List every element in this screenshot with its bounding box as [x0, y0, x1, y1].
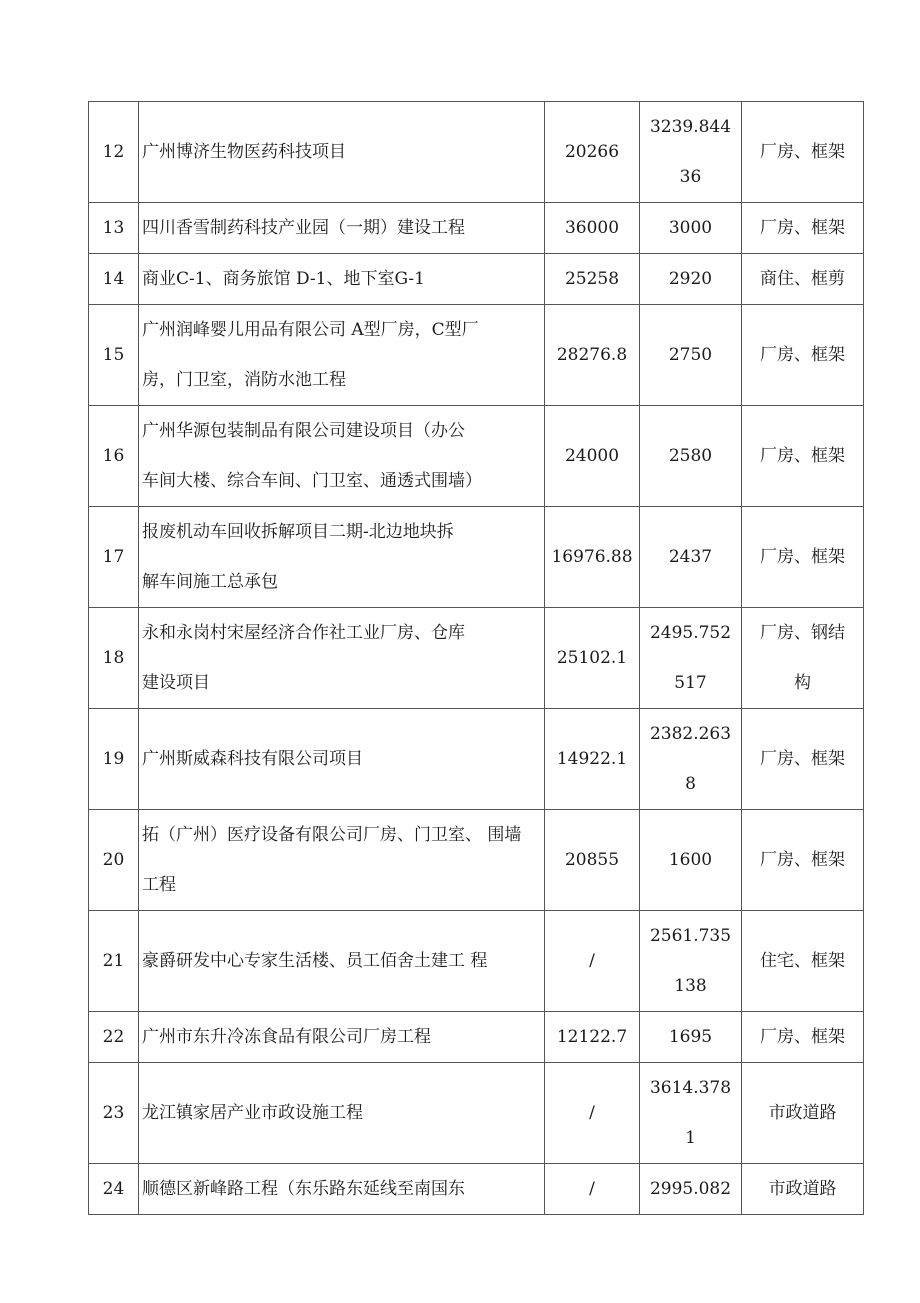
row-number: 16 — [89, 406, 139, 507]
value-cell — [640, 102, 742, 203]
value-line: 2580 — [668, 446, 713, 466]
area-cell: / — [545, 1164, 640, 1215]
row-number: 21 — [89, 911, 139, 1012]
structure-type-line: 构 — [794, 673, 811, 693]
structure-type-cell — [742, 911, 864, 1012]
value-line: 2750 — [668, 345, 713, 365]
project-name-line: 工程 — [142, 875, 176, 895]
structure-type-cell — [742, 203, 864, 254]
value-line: 2495.752 — [649, 623, 732, 643]
value-cell — [640, 709, 742, 810]
value-line: 8 — [685, 774, 696, 794]
table-row — [89, 102, 864, 203]
value-cell — [640, 406, 742, 507]
table-row — [89, 507, 864, 608]
project-name-line: 广州润峰婴儿用品有限公司 A型厂房，C型厂 — [142, 320, 479, 340]
structure-type-cell — [742, 1063, 864, 1164]
project-name-cell — [139, 1063, 545, 1164]
value-line: 1 — [685, 1128, 696, 1148]
table-row — [89, 305, 864, 406]
table-row — [89, 406, 864, 507]
structure-type-line: 厂房、钢结 — [760, 623, 845, 643]
project-name-cell — [139, 507, 545, 608]
area-cell: 24000 — [545, 406, 640, 507]
table-row — [89, 203, 864, 254]
structure-type-line: 厂房、框架 — [760, 218, 845, 238]
structure-type-line: 市政道路 — [768, 1179, 837, 1199]
table-row — [89, 810, 864, 911]
project-name-line: 顺德区新峰路工程（东乐路东延线至南国东 — [142, 1179, 465, 1199]
project-name-line: 永和永岗村宋屋经济合作社工业厂房、仓库 — [142, 623, 465, 643]
structure-type-line: 厂房、框架 — [760, 547, 845, 567]
value-line: 2995.082 — [649, 1179, 732, 1199]
project-name-line: 车间大楼、综合车间、门卫室、通透式围墙） — [142, 471, 482, 491]
project-name-cell — [139, 102, 545, 203]
value-cell — [640, 254, 742, 305]
value-line: 3000 — [668, 218, 713, 238]
project-name-line: 广州博济生物医药科技项目 — [142, 142, 346, 162]
row-number: 24 — [89, 1164, 139, 1215]
area-cell: 16976.88 — [545, 507, 640, 608]
structure-type-line: 商住、框剪 — [760, 269, 845, 289]
project-name-line: 四川香雪制药科技产业园（一期）建设工程 — [142, 218, 465, 238]
project-name-cell — [139, 203, 545, 254]
area-cell: / — [545, 1063, 640, 1164]
row-number: 17 — [89, 507, 139, 608]
project-name-line: 龙江镇家居产业市政设施工程 — [142, 1103, 363, 1123]
projects-table — [88, 101, 864, 1215]
value-cell — [640, 507, 742, 608]
row-number: 15 — [89, 305, 139, 406]
value-line: 517 — [674, 673, 707, 693]
row-number: 12 — [89, 102, 139, 203]
project-name-line: 商业C-1、商务旅馆 D-1、地下室G-1 — [142, 269, 425, 289]
table-row — [89, 254, 864, 305]
value-line: 1600 — [668, 850, 713, 870]
structure-type-cell — [742, 254, 864, 305]
structure-type-cell — [742, 406, 864, 507]
project-name-cell — [139, 305, 545, 406]
value-cell — [640, 203, 742, 254]
project-name-line: 广州市东升冷冻食品有限公司厂房工程 — [142, 1027, 431, 1047]
structure-type-line: 厂房、框架 — [760, 446, 845, 466]
value-cell — [640, 305, 742, 406]
value-cell — [640, 1012, 742, 1063]
project-name-cell — [139, 911, 545, 1012]
table-row — [89, 1063, 864, 1164]
value-cell — [640, 1063, 742, 1164]
value-line: 3239.844 — [649, 117, 732, 137]
area-cell: 20266 — [545, 102, 640, 203]
structure-type-cell — [742, 1012, 864, 1063]
table-row — [89, 911, 864, 1012]
table-row — [89, 709, 864, 810]
structure-type-line: 厂房、框架 — [760, 345, 845, 365]
value-cell — [640, 810, 742, 911]
row-number: 14 — [89, 254, 139, 305]
area-cell: / — [545, 911, 640, 1012]
structure-type-line: 厂房、框架 — [760, 749, 845, 769]
structure-type-line: 住宅、框架 — [760, 951, 845, 971]
project-name-line: 拓（广州）医疗设备有限公司厂房、门卫室、 围墙 — [142, 825, 522, 845]
value-line: 138 — [674, 976, 707, 996]
row-number: 22 — [89, 1012, 139, 1063]
value-cell — [640, 911, 742, 1012]
structure-type-cell — [742, 810, 864, 911]
area-cell: 20855 — [545, 810, 640, 911]
row-number: 13 — [89, 203, 139, 254]
project-name-cell — [139, 406, 545, 507]
project-name-line: 广州华源包装制品有限公司建设项目（办公 — [142, 421, 465, 441]
value-line: 36 — [679, 167, 702, 187]
area-cell: 28276.8 — [545, 305, 640, 406]
value-line: 2920 — [668, 269, 713, 289]
structure-type-cell — [742, 709, 864, 810]
project-name-cell — [139, 1164, 545, 1215]
project-name-line: 房，门卫室，消防水池工程 — [142, 370, 346, 390]
structure-type-line: 厂房、框架 — [760, 1027, 845, 1047]
value-line: 2561.735 — [649, 926, 732, 946]
area-cell: 14922.1 — [545, 709, 640, 810]
project-name-line: 报废机动车回收拆解项目二期-北边地块拆 — [142, 522, 454, 542]
projects-table-body — [89, 102, 864, 1215]
project-name-line: 广州斯威森科技有限公司项目 — [142, 749, 363, 769]
project-name-cell — [139, 608, 545, 709]
structure-type-cell — [742, 608, 864, 709]
project-name-cell — [139, 810, 545, 911]
value-line: 2437 — [668, 547, 713, 567]
value-line: 2382.263 — [649, 724, 732, 744]
row-number: 19 — [89, 709, 139, 810]
structure-type-cell — [742, 102, 864, 203]
area-cell: 25258 — [545, 254, 640, 305]
structure-type-cell — [742, 507, 864, 608]
value-cell — [640, 608, 742, 709]
row-number: 20 — [89, 810, 139, 911]
row-number: 18 — [89, 608, 139, 709]
value-cell — [640, 1164, 742, 1215]
table-row — [89, 1164, 864, 1215]
table-row — [89, 608, 864, 709]
structure-type-line: 厂房、框架 — [760, 142, 845, 162]
structure-type-line: 市政道路 — [768, 1103, 837, 1123]
value-line: 3614.378 — [649, 1078, 732, 1098]
project-name-line: 豪爵研发中心专家生活楼、员工佰舍土建工 程 — [142, 951, 488, 971]
structure-type-cell — [742, 1164, 864, 1215]
area-cell: 12122.7 — [545, 1012, 640, 1063]
area-cell: 25102.1 — [545, 608, 640, 709]
table-row — [89, 1012, 864, 1063]
area-cell: 36000 — [545, 203, 640, 254]
row-number: 23 — [89, 1063, 139, 1164]
project-name-line: 建设项目 — [142, 673, 210, 693]
structure-type-line: 厂房、框架 — [760, 850, 845, 870]
structure-type-cell — [742, 305, 864, 406]
project-name-line: 解车间施工总承包 — [142, 572, 278, 592]
project-name-cell — [139, 709, 545, 810]
project-name-cell — [139, 254, 545, 305]
value-line: 1695 — [668, 1027, 713, 1047]
project-name-cell — [139, 1012, 545, 1063]
